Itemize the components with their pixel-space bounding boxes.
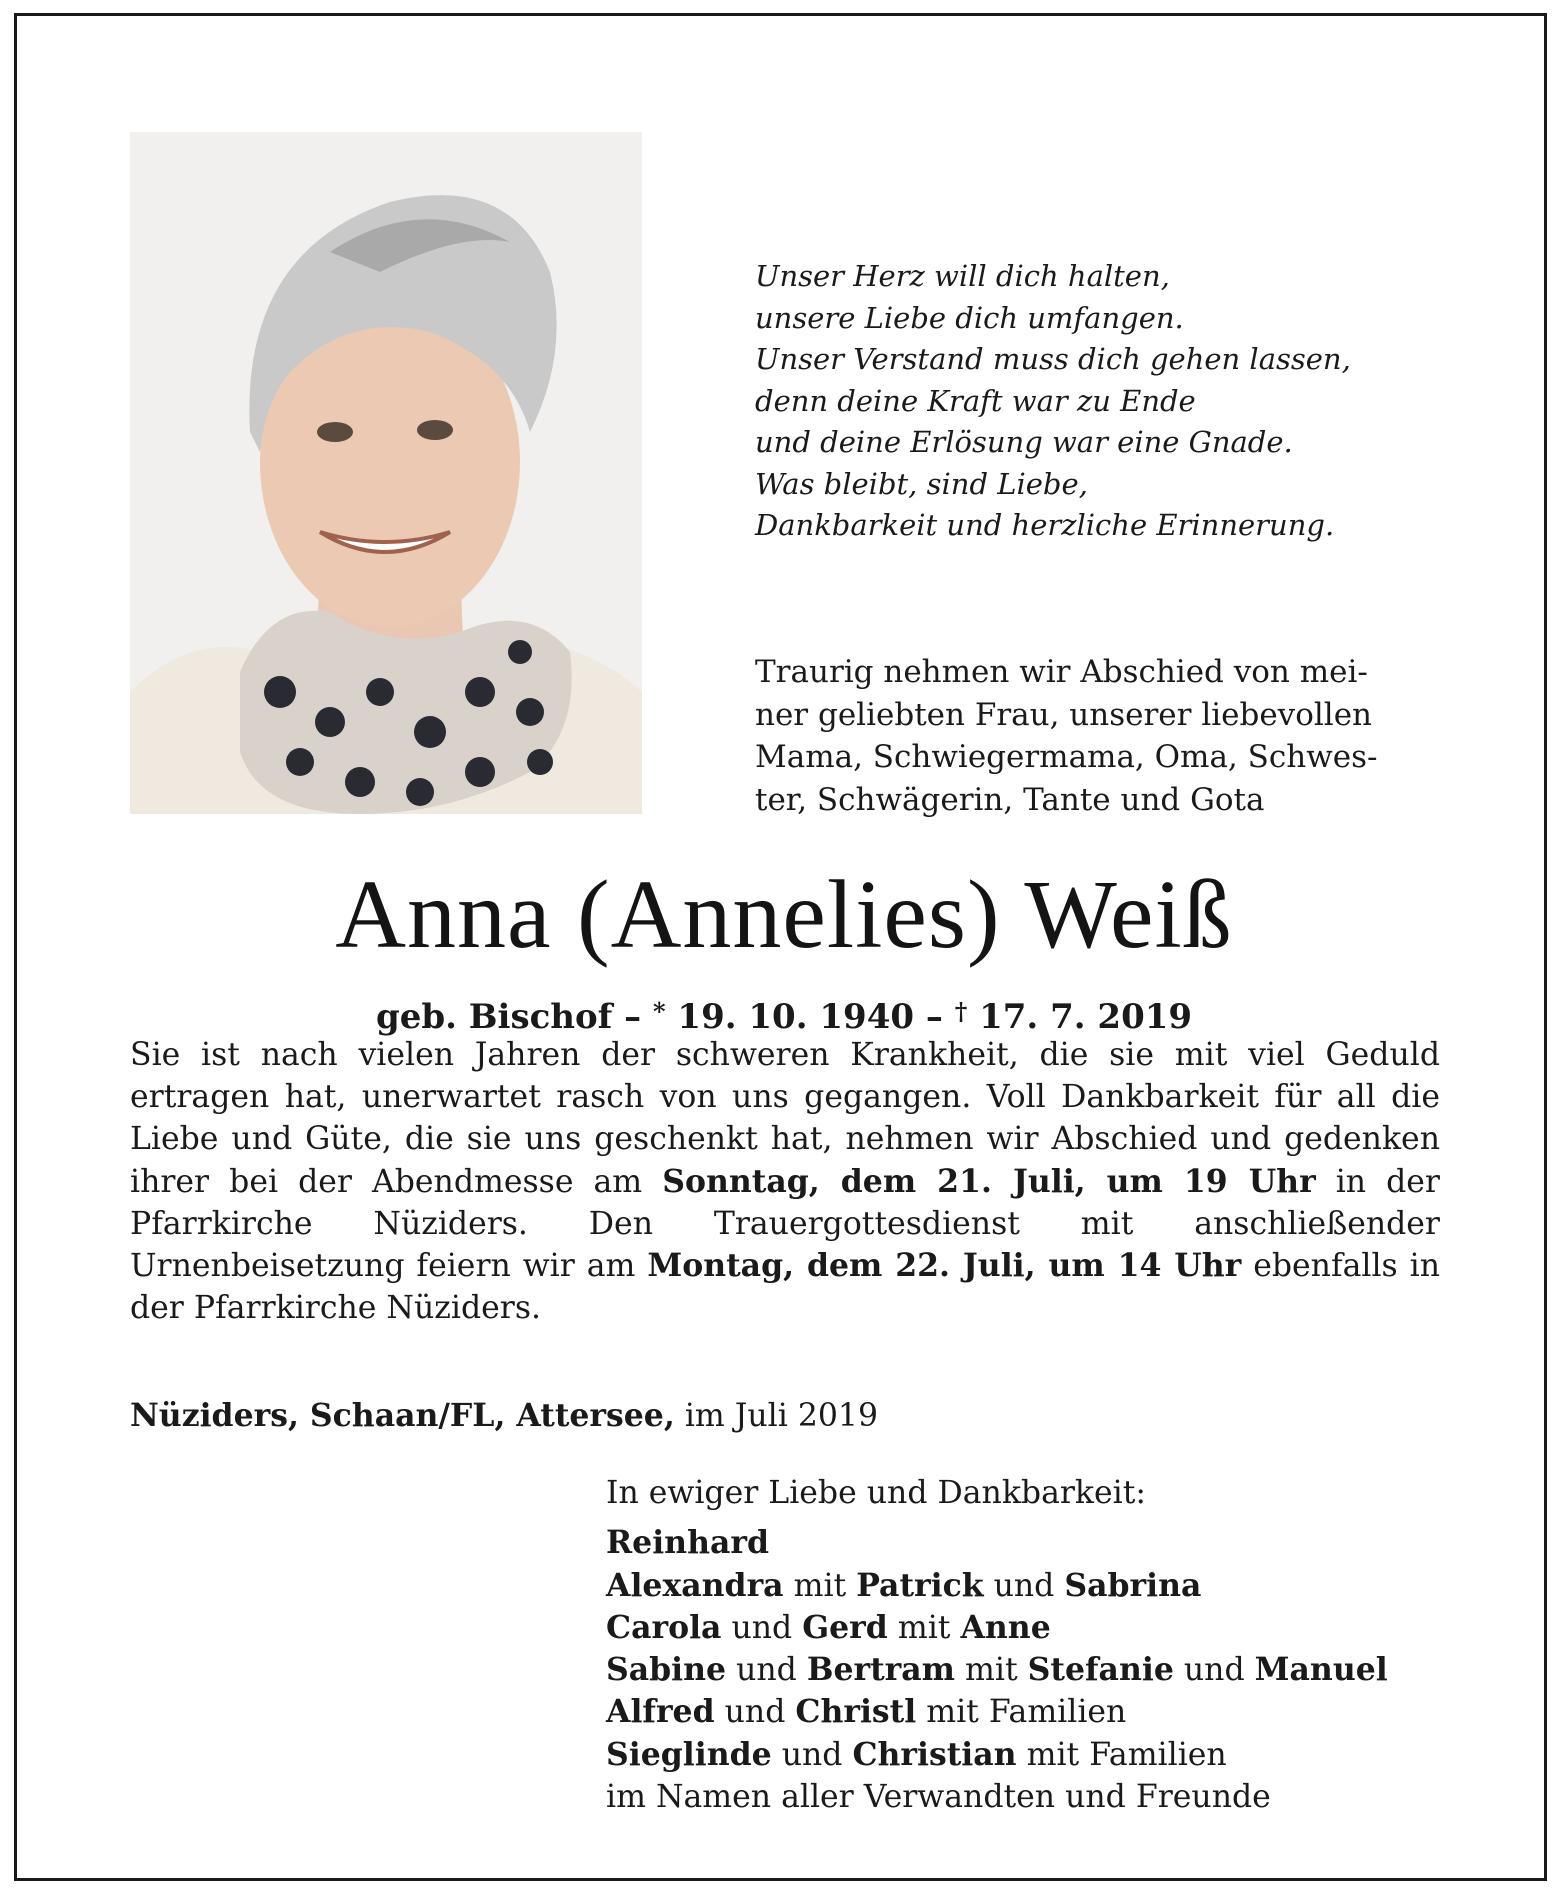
body-part-3: ebenfalls in der Pfarrkirche Nüziders.: [130, 1248, 1440, 1327]
mourner-name: Sieglinde: [606, 1735, 772, 1773]
places: Nüziders, Schaan/FL, Attersee,: [130, 1397, 675, 1434]
mourner-name: Manuel: [1254, 1651, 1388, 1689]
mass-date: Sonntag, dem 21. Juli, um 19 Uhr: [662, 1162, 1316, 1200]
mourner-name: Carola: [606, 1608, 722, 1646]
portrait-photo: [130, 132, 642, 814]
mourner-connector: und: [726, 1652, 807, 1689]
mourner-connector: und: [771, 1736, 853, 1773]
portrait-illustration: [130, 132, 642, 814]
place-date: im Juli 2019: [684, 1398, 879, 1434]
life-dates: [0, 990, 1568, 1039]
mourner-connector: mit Familien: [1016, 1736, 1227, 1773]
body-part-1: Sie ist nach vielen Jahren der schweren Krankheit, die sie mit viel Geduld ertragen hat, unerwartet rasch von uns gegangen. Voll Dankbarkeit für all die Liebe und Güte, die sie uns geschenkt hat, nehmen wir Abschied und gedenken ihrer bei der Abendmesse am: [130, 1037, 1440, 1200]
mourner-connector: mit: [887, 1609, 961, 1646]
mourner-connector: im Namen aller Verwandten und Freunde: [606, 1779, 1271, 1816]
mourner-name: Sabrina: [1064, 1566, 1202, 1604]
mourner-row: [606, 1565, 1506, 1607]
poem: Unser Herz will dich halten, unsere Liebe dich umfangen. Unser Verstand muss dich gehen lassen, denn deine Kraft war zu Ende und deine Erlösung war eine Gnade. Was bleibt, sind Liebe, Dankbarkeit und herzliche Erinnerung.: [755, 259, 1351, 542]
mourner-connector: und: [714, 1694, 796, 1731]
mourners-list: [606, 1522, 1506, 1818]
mourner-name: Alexandra: [606, 1566, 784, 1604]
born-symbol: *: [653, 997, 666, 1026]
body-part-2: in der Pfarrkirche Nüziders. Den Trauergottesdienst mit anschließender Urnenbeisetzung feiern wir am: [130, 1163, 1440, 1285]
mourner-name: Christian: [852, 1735, 1017, 1773]
deceased-name: Anna (Annelies) Weiß: [335, 861, 1233, 969]
mourner-connector: und: [983, 1567, 1065, 1604]
mourner-name: Bertram: [806, 1651, 956, 1689]
funeral-date: Montag, dem 22. Juli, um 14 Uhr: [647, 1247, 1242, 1285]
mourner-name: Stefanie: [1027, 1651, 1174, 1689]
mourner-name: Patrick: [856, 1566, 984, 1604]
mourner-name: Anne: [960, 1608, 1051, 1646]
mourner-row: [606, 1776, 1506, 1818]
mourner-name: Christl: [795, 1693, 917, 1731]
signoff: [606, 1472, 1506, 1818]
mourner-row: [606, 1522, 1506, 1564]
birth-name: geb. Bischof: [375, 997, 613, 1037]
mourner-connector: mit: [783, 1567, 857, 1604]
mourner-connector: mit Familien: [916, 1694, 1127, 1731]
mourner-connector: und: [721, 1609, 803, 1646]
place-date-line: [130, 1395, 1330, 1437]
mourner-row: [606, 1691, 1506, 1733]
mourner-row: [606, 1734, 1506, 1776]
intro-text: Traurig nehmen wir Abschied von mei- ner geliebten Frau, unserer liebevollen Mama, Schwiegermama, Oma, Schwes- ter, Schwägerin, Tante und Gota: [755, 654, 1378, 818]
died-date: 17. 7. 2019: [979, 997, 1193, 1037]
dates-separator-2: –: [914, 997, 955, 1037]
mourner-connector: und: [1173, 1652, 1255, 1689]
mourner-row: [606, 1607, 1506, 1649]
died-symbol: †: [954, 997, 968, 1026]
born-date: 19. 10. 1940: [677, 997, 915, 1037]
dates-separator-1: –: [612, 997, 653, 1037]
mourner-name: Gerd: [802, 1608, 888, 1646]
mourner-name: Sabine: [606, 1651, 727, 1689]
mourner-connector: mit: [955, 1652, 1028, 1689]
mourner-name: Reinhard: [606, 1524, 770, 1562]
signoff-heading: In ewiger Liebe und Dankbarkeit:: [606, 1475, 1146, 1511]
mourner-row: [606, 1649, 1506, 1691]
body-paragraph: [130, 1034, 1440, 1329]
mourner-name: Alfred: [606, 1693, 715, 1731]
